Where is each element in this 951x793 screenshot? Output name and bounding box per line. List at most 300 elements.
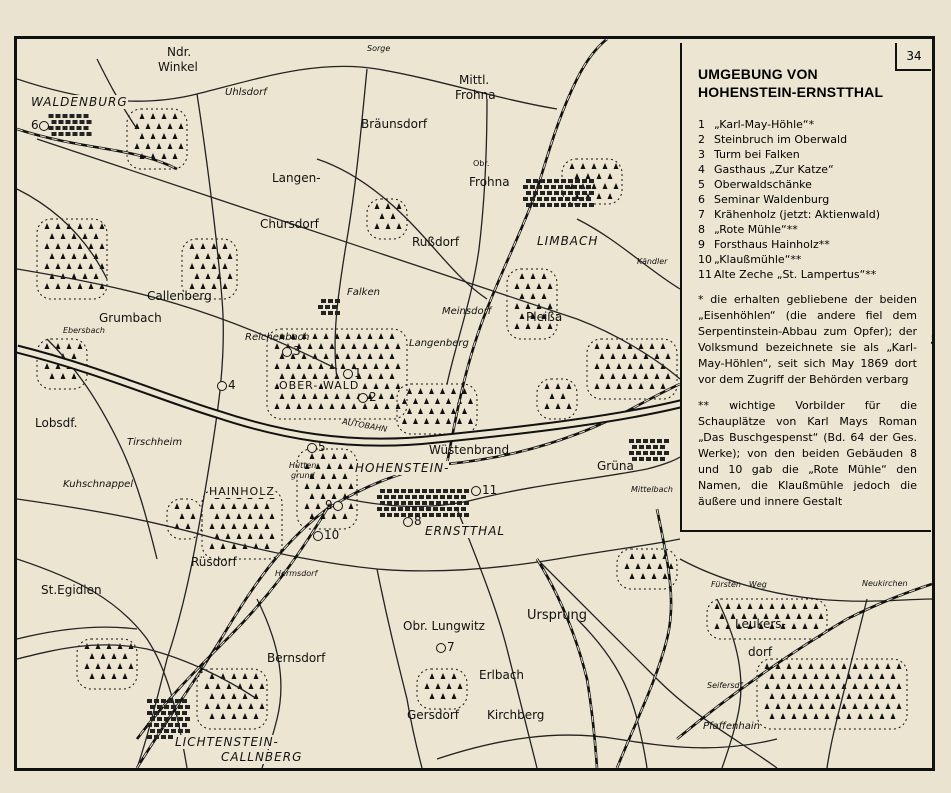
town-block (168, 711, 173, 715)
legend-item-text: Turm bei Falken (714, 148, 800, 161)
town-block (643, 439, 648, 443)
tree-symbol (897, 683, 902, 689)
tree-symbol (260, 703, 265, 709)
tree-symbol (379, 373, 384, 379)
tree-symbol (641, 553, 646, 559)
tree-symbol (227, 683, 232, 689)
tree-symbol (647, 563, 652, 569)
town-block (561, 179, 566, 183)
town-block (533, 203, 538, 207)
tree-symbol (205, 683, 210, 689)
town-block (664, 451, 669, 455)
town-block (161, 699, 166, 703)
tree-symbol (56, 223, 61, 229)
place-gersdorf: Gersdorf (407, 708, 459, 722)
road (577, 619, 647, 768)
town-block (664, 439, 669, 443)
tree-symbol (146, 123, 151, 129)
site-marker-11: 11 (471, 484, 497, 496)
town-block (554, 203, 559, 207)
tree-symbol (614, 163, 619, 169)
tree-symbol (140, 113, 145, 119)
place-lobsdf: Lobsdf. (35, 416, 78, 430)
tree-symbol (424, 418, 429, 424)
town-block (464, 489, 469, 493)
tree-symbol (520, 273, 525, 279)
place-kaendler: Kändler (637, 257, 668, 266)
legend-title-line2: HOHENSTEIN-ERNSTTHAL (698, 84, 884, 100)
town-block (178, 705, 183, 709)
town-block (401, 489, 406, 493)
place-chursdorf: Chursdorf (260, 217, 319, 231)
town-block (161, 711, 166, 715)
place-falken: Falken (347, 287, 380, 298)
town-block (429, 489, 434, 493)
town-block (537, 185, 542, 189)
tree-symbol (78, 343, 83, 349)
tree-symbol (825, 693, 830, 699)
legend-item-number: 1 (698, 118, 705, 131)
tree-symbol (332, 513, 337, 519)
tree-symbol (210, 693, 215, 699)
site-marker-9: 9 (325, 499, 344, 511)
town-block (387, 489, 392, 493)
town-block (461, 507, 466, 511)
legend-item-text: Krähenholz (jetzt: Aktienwald) (714, 208, 881, 221)
tree-symbol (435, 398, 440, 404)
tree-symbol (45, 343, 50, 349)
tree-symbol (45, 223, 50, 229)
tree-symbol (776, 703, 781, 709)
tree-symbol (531, 273, 536, 279)
tree-symbol (249, 683, 254, 689)
road (335, 69, 367, 379)
town-block (579, 197, 584, 201)
tree-symbol (332, 453, 337, 459)
tree-symbol (413, 418, 418, 424)
tree-symbol (168, 143, 173, 149)
tree-symbol (259, 533, 264, 539)
town-block (175, 699, 180, 703)
forest-outline (757, 659, 907, 729)
tree-symbol (83, 273, 88, 279)
tree-symbol (254, 503, 259, 509)
tree-symbol (606, 383, 611, 389)
tree-symbol (173, 113, 178, 119)
tree-symbol (173, 133, 178, 139)
town-block (572, 185, 577, 189)
tree-symbol (316, 503, 321, 509)
tree-symbol (179, 143, 184, 149)
tree-symbol (397, 203, 402, 209)
tree-symbol (226, 533, 231, 539)
tree-symbol (338, 463, 343, 469)
place-obr: Obr. (473, 159, 490, 168)
site-marker-2: 2 (358, 391, 377, 403)
place-mittelbach: Mittelbach (631, 485, 673, 494)
tree-symbol (297, 403, 302, 409)
tree-symbol (548, 303, 553, 309)
place-limbach: LIMBACH (537, 234, 599, 248)
tree-symbol (221, 523, 226, 529)
town-block (408, 489, 413, 493)
place-neukirchen: Neukirchen (862, 579, 908, 588)
legend-note-single-star: * die erhalten gebliebene der beiden „Eisenhöhlen“ (die andere fiel dem Serpentinstein-Abbau zum Opfer); der Volksmund bezeichnete sie als „Karl-May-Höhlen“, seit sich May 1869 dort vor dem Zugriff der Behörden verbarg (698, 293, 917, 386)
tree-symbol (798, 663, 803, 669)
tree-symbol (123, 673, 128, 679)
tree-symbol (630, 553, 635, 559)
tree-symbol (232, 713, 237, 719)
town-block (450, 501, 455, 505)
tree-symbol (94, 233, 99, 239)
town-block (568, 203, 573, 207)
tree-symbol (515, 323, 520, 329)
tree-symbol (586, 173, 591, 179)
legend-item (698, 117, 917, 132)
tree-symbol (425, 683, 430, 689)
place-ndr-winkel-line2: Winkel (158, 60, 198, 74)
town-block (636, 439, 641, 443)
tree-symbol (570, 163, 575, 169)
site-marker-7: 7 (436, 641, 455, 653)
tree-symbol (327, 483, 332, 489)
town-block (643, 451, 648, 455)
tree-symbol (797, 613, 802, 619)
tree-symbol (798, 683, 803, 689)
town-block (646, 445, 651, 449)
tree-symbol (611, 373, 616, 379)
town-block (335, 299, 340, 303)
tree-symbol (162, 113, 167, 119)
tree-symbol (597, 193, 602, 199)
tree-symbol (316, 483, 321, 489)
town-block (657, 451, 662, 455)
town-block (426, 495, 431, 499)
tree-symbol (157, 123, 162, 129)
tree-symbol (390, 373, 395, 379)
legend-item-text: Alte Zeche „St. Lampertus“** (714, 268, 877, 281)
tree-symbol (135, 143, 140, 149)
tree-symbol (726, 603, 731, 609)
road (37, 139, 680, 379)
tree-symbol (407, 388, 412, 394)
legend-item (698, 252, 917, 267)
tree-symbol (112, 653, 117, 659)
tree-symbol (379, 393, 384, 399)
town-block (586, 197, 591, 201)
tree-symbol (715, 623, 720, 629)
tree-symbol (770, 693, 775, 699)
tree-symbol (112, 673, 117, 679)
tree-symbol (787, 683, 792, 689)
tree-symbol (374, 343, 379, 349)
tree-symbol (429, 408, 434, 414)
town-block (533, 179, 538, 183)
tree-symbol (385, 403, 390, 409)
tree-symbol (770, 603, 775, 609)
tree-symbol (254, 523, 259, 529)
tree-symbol (221, 693, 226, 699)
tree-symbol (413, 398, 418, 404)
forest-outline (367, 199, 407, 239)
town-block (582, 191, 587, 195)
town-block (650, 451, 655, 455)
tree-symbol (622, 353, 627, 359)
tree-symbol (67, 243, 72, 249)
tree-symbol (238, 703, 243, 709)
town-block (419, 507, 424, 511)
town-block (433, 495, 438, 499)
tree-symbol (275, 403, 280, 409)
tree-symbol (67, 263, 72, 269)
tree-symbol (118, 663, 123, 669)
town-block (415, 501, 420, 505)
tree-symbol (45, 263, 50, 269)
tree-symbol (630, 573, 635, 579)
town-block (398, 507, 403, 511)
place-mittl-frohna-line1: Mittl. (459, 73, 490, 87)
tree-symbol (248, 513, 253, 519)
tree-symbol (575, 173, 580, 179)
tree-symbol (864, 663, 869, 669)
tree-symbol (886, 703, 891, 709)
town-block (639, 445, 644, 449)
legend-item (698, 162, 917, 177)
tree-symbol (90, 653, 95, 659)
town-block (551, 197, 556, 201)
town-block (589, 191, 594, 195)
tree-symbol (78, 243, 83, 249)
town-block (394, 513, 399, 517)
town-block (650, 439, 655, 443)
tree-symbol (661, 383, 666, 389)
tree-symbol (897, 663, 902, 669)
town-block (450, 489, 455, 493)
town-block (318, 305, 323, 309)
place-gruena: Grüna (597, 459, 634, 473)
town-block (443, 513, 448, 517)
tree-symbol (468, 418, 473, 424)
town-block (387, 513, 392, 517)
town-block (70, 126, 75, 130)
town-block (161, 723, 166, 727)
town-block (629, 439, 634, 443)
tree-symbol (803, 673, 808, 679)
town-block (565, 197, 570, 201)
tree-symbol (162, 133, 167, 139)
tree-symbol (254, 673, 259, 679)
tree-symbol (374, 383, 379, 389)
place-langenberg: Langenberg (409, 338, 469, 349)
town-block (175, 723, 180, 727)
map-frame (14, 36, 935, 771)
road (17, 499, 680, 571)
tree-symbol (781, 673, 786, 679)
tree-symbol (639, 343, 644, 349)
tree-symbol (891, 673, 896, 679)
town-block (551, 185, 556, 189)
tree-symbol (310, 493, 315, 499)
tree-symbol (792, 693, 797, 699)
place-leukersdorf-line1: Leukers- (735, 617, 786, 631)
tree-symbol (129, 663, 134, 669)
road (137, 94, 223, 768)
place-callnberg: CALLNBERG (221, 750, 303, 764)
tree-symbol (379, 333, 384, 339)
tree-symbol (89, 243, 94, 249)
place-wuestenbrand: Wüstenbrand (429, 443, 510, 457)
tree-symbol (628, 363, 633, 369)
tree-symbol (210, 523, 215, 529)
town-block (540, 203, 545, 207)
site-marker-8: 8 (403, 515, 422, 527)
tree-symbol (592, 163, 597, 169)
tree-symbol (375, 223, 380, 229)
town-block (178, 717, 183, 721)
tree-symbol (308, 343, 313, 349)
tree-symbol (173, 153, 178, 159)
town-block (147, 699, 152, 703)
town-block (523, 197, 528, 201)
tree-symbol (891, 693, 896, 699)
town-block (533, 191, 538, 195)
tree-symbol (310, 453, 315, 459)
tree-symbol (666, 373, 671, 379)
place-pleissa: Pleißa (526, 310, 563, 324)
tree-symbol (343, 453, 348, 459)
tree-symbol (243, 503, 248, 509)
site-marker-5: 5 (307, 441, 326, 453)
tree-symbol (72, 373, 77, 379)
tree-symbol (324, 333, 329, 339)
tree-symbol (94, 273, 99, 279)
tree-symbol (809, 683, 814, 689)
tree-symbol (390, 353, 395, 359)
place-waldenburg: WALDENBURG (31, 95, 128, 109)
tree-symbol (259, 513, 264, 519)
town-block (415, 489, 420, 493)
tree-symbol (424, 398, 429, 404)
tree-symbol (221, 543, 226, 549)
legend-item-number: 10 (698, 253, 712, 266)
town-block (568, 191, 573, 195)
town-block (422, 489, 427, 493)
tree-symbol (386, 223, 391, 229)
tree-symbol (357, 353, 362, 359)
town-block (178, 729, 183, 733)
tree-symbol (770, 713, 775, 719)
town-block (544, 197, 549, 201)
tree-symbol (515, 283, 520, 289)
tree-symbol (321, 473, 326, 479)
place-callenberg: Callenberg (147, 289, 212, 303)
tree-symbol (89, 223, 94, 229)
tree-symbol (869, 673, 874, 679)
tree-symbol (407, 408, 412, 414)
town-block (558, 185, 563, 189)
town-block (653, 457, 658, 461)
tree-symbol (180, 513, 185, 519)
town-block (77, 126, 82, 130)
tree-symbol (537, 283, 542, 289)
town-block (429, 501, 434, 505)
tree-symbol (223, 243, 228, 249)
legend-item-number: 4 (698, 163, 705, 176)
tree-symbol (737, 603, 742, 609)
town-block (175, 711, 180, 715)
town-block (59, 132, 64, 136)
town-block (561, 203, 566, 207)
tree-symbol (786, 613, 791, 619)
town-block (168, 735, 173, 739)
legend-panel (680, 43, 931, 532)
town-block (394, 489, 399, 493)
town-block (457, 489, 462, 493)
tree-symbol (396, 343, 401, 349)
tree-symbol (363, 383, 368, 389)
tree-symbol (265, 543, 270, 549)
tree-symbol (842, 703, 847, 709)
tree-symbol (592, 183, 597, 189)
tree-symbol (520, 313, 525, 319)
tree-symbol (396, 383, 401, 389)
tree-symbol (429, 388, 434, 394)
legend-item (698, 192, 917, 207)
tree-symbol (600, 373, 605, 379)
town-block (575, 191, 580, 195)
legend-item-text: Steinbruch im Oberwald (714, 133, 848, 146)
tree-symbol (390, 393, 395, 399)
town-block (586, 185, 591, 189)
town-block (157, 705, 162, 709)
town-block (436, 489, 441, 493)
tree-symbol (633, 353, 638, 359)
tree-symbol (765, 703, 770, 709)
town-block (387, 501, 392, 505)
site-marker-3: 3 (282, 345, 301, 357)
place-oberwald-line1: OBER- (279, 379, 319, 392)
tree-symbol (349, 483, 354, 489)
tree-symbol (430, 673, 435, 679)
tree-symbol (226, 513, 231, 519)
town-block (70, 114, 75, 118)
tree-symbol (83, 253, 88, 259)
tree-symbol (820, 703, 825, 709)
tree-symbol (567, 383, 572, 389)
tree-symbol (847, 713, 852, 719)
place-oberwald-line2: WALD (323, 379, 360, 392)
tree-symbol (72, 273, 77, 279)
tree-symbol (650, 383, 655, 389)
legend-item-text: Forsthaus Hainholz** (714, 238, 830, 251)
tree-symbol (201, 263, 206, 269)
tree-symbol (787, 663, 792, 669)
tree-symbol (286, 363, 291, 369)
tree-symbol (212, 283, 217, 289)
road (17, 627, 137, 639)
town-block (84, 114, 89, 118)
tree-symbol (330, 403, 335, 409)
tree-symbol (45, 363, 50, 369)
town-block (384, 507, 389, 511)
town-block (447, 507, 452, 511)
tree-symbol (45, 283, 50, 289)
tree-symbol (78, 283, 83, 289)
town-block (182, 699, 187, 703)
tree-symbol (346, 353, 351, 359)
tree-symbol (297, 363, 302, 369)
tree-symbol (157, 143, 162, 149)
